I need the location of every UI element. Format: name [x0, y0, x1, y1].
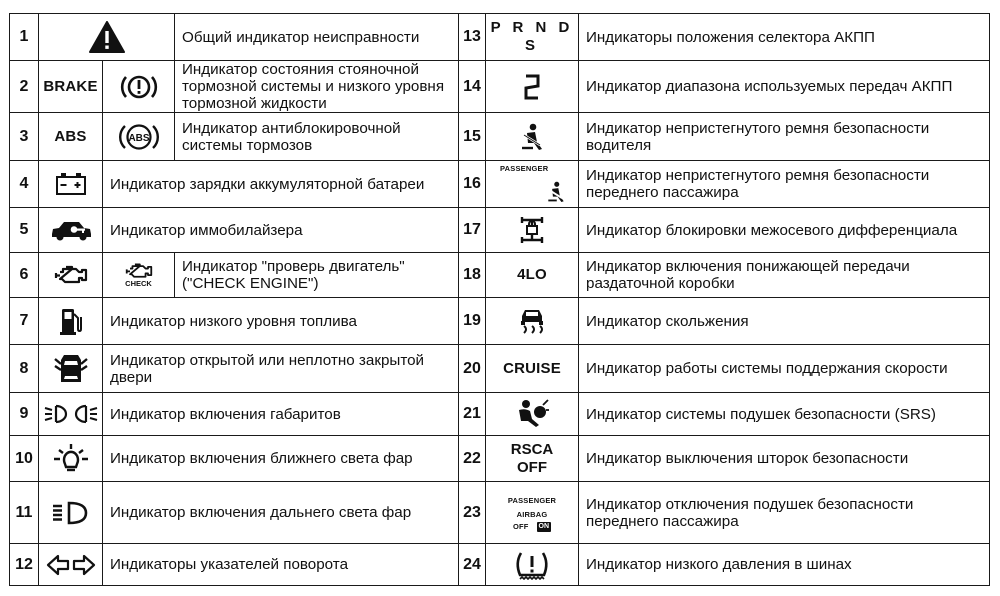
- passenger-airbag-status-icon: PASSENGER AIRBAG OFF ON: [486, 482, 579, 544]
- table-row: [10, 161, 459, 208]
- table-row: [459, 253, 990, 298]
- table-row: [10, 436, 459, 482]
- row-number: 5: [10, 208, 39, 253]
- seatbelt-icon: [486, 113, 579, 161]
- check-engine-icon: [103, 253, 175, 298]
- indicator-description: Индикатор низкого давления в шинах: [579, 544, 990, 586]
- right-indicator-table: [458, 13, 990, 586]
- parking-lights-icon: [39, 393, 103, 436]
- indicator-description: Индикатор низкого уровня топлива: [103, 298, 459, 345]
- row-number: 12: [10, 544, 39, 586]
- table-row: [10, 113, 459, 161]
- table-row: [459, 393, 990, 436]
- abs-label: ABS: [39, 113, 103, 161]
- fuel-pump-icon: [39, 298, 103, 345]
- row-number: 22: [459, 436, 486, 482]
- row-number: 20: [459, 345, 486, 393]
- indicator-description: Индикатор открытой или неплотно закрытой двери: [103, 345, 459, 393]
- table-row: [459, 482, 990, 544]
- indicator-description: Индикатор "проверь двигатель" ("CHECK ENGINE"): [175, 253, 459, 298]
- table-row: [459, 61, 990, 113]
- indicator-description: Индикатор диапазона используемых передач АКПП: [579, 61, 990, 113]
- indicator-description: Индикатор иммобилайзера: [103, 208, 459, 253]
- table-row: [10, 61, 459, 113]
- skid-car-icon: [486, 298, 579, 345]
- indicator-description: Общий индикатор неисправности: [175, 14, 459, 61]
- table-row: [459, 436, 990, 482]
- row-number: 16: [459, 161, 486, 208]
- row-number: 21: [459, 393, 486, 436]
- indicator-description: Индикаторы указателей поворота: [103, 544, 459, 586]
- table-row: [10, 544, 459, 586]
- row-number: 17: [459, 208, 486, 253]
- table-row: [10, 14, 459, 61]
- table-row: [459, 298, 990, 345]
- indicator-description: Индикатор включения ближнего света фар: [103, 436, 459, 482]
- indicator-description: Индикаторы положения селектора АКПП: [579, 14, 990, 61]
- immobilizer-car-key-icon: [39, 208, 103, 253]
- center-diff-lock-icon: [486, 208, 579, 253]
- brake-label: BRAKE: [39, 61, 103, 113]
- indicator-description: Индикатор работы системы поддержания скорости: [579, 345, 990, 393]
- indicator-description: Индикатор включения габаритов: [103, 393, 459, 436]
- table-row: [459, 208, 990, 253]
- indicator-description: Индикатор включения понижающей передачи раздаточной коробки: [579, 253, 990, 298]
- row-number: 6: [10, 253, 39, 298]
- row-number: 18: [459, 253, 486, 298]
- check-label: CHECK: [125, 278, 152, 288]
- table-row: [10, 345, 459, 393]
- brake-warning-icon: [103, 61, 175, 113]
- low-beam-icon: [39, 436, 103, 482]
- turn-signal-arrows-icon: [39, 544, 103, 586]
- abs-circle-icon: [103, 113, 175, 161]
- passenger-label: PASSENGER: [500, 164, 549, 173]
- indicator-description: Индикатор системы подушек безопасности (SRS): [579, 393, 990, 436]
- rsca-off-text: RSCA OFF: [486, 436, 579, 482]
- row-number: 11: [10, 482, 39, 544]
- row-number: 13: [459, 14, 486, 61]
- gear-range-digit-icon: [486, 61, 579, 113]
- table-row: [459, 113, 990, 161]
- svg-text:ABS: ABS: [127, 132, 150, 144]
- indicator-description: Индикатор непристегнутого ремня безопасности водителя: [579, 113, 990, 161]
- passenger-seatbelt-icon: [546, 180, 566, 204]
- table-row: [10, 393, 459, 436]
- indicator-description: Индикатор выключения шторок безопасности: [579, 436, 990, 482]
- row-number: 15: [459, 113, 486, 161]
- tire-pressure-icon: [486, 544, 579, 586]
- table-row: [459, 345, 990, 393]
- indicator-description: Индикатор скольжения: [579, 298, 990, 345]
- indicator-description: Индикатор включения дальнего света фар: [103, 482, 459, 544]
- indicator-description: Индикатор состояния стояночной тормозной системы и низкого уровня тормозной жидкости: [175, 61, 459, 113]
- row-number: 19: [459, 298, 486, 345]
- row-number: 10: [10, 436, 39, 482]
- row-number: 2: [10, 61, 39, 113]
- table-row: [459, 161, 990, 208]
- indicator-description: Индикатор отключения подушек безопасности переднего пассажира: [579, 482, 990, 544]
- table-row: [459, 14, 990, 61]
- table-row: [10, 298, 459, 345]
- indicator-description: Индикатор антиблокировочной системы тормозов: [175, 113, 459, 161]
- cruise-text: CRUISE: [486, 345, 579, 393]
- engine-icon: [39, 253, 103, 298]
- row-number: 9: [10, 393, 39, 436]
- left-indicator-table: [9, 13, 459, 586]
- indicator-description: Индикатор непристегнутого ремня безопасности переднего пассажира: [579, 161, 990, 208]
- row-number: 24: [459, 544, 486, 586]
- door-open-car-icon: [39, 345, 103, 393]
- row-number: 23: [459, 482, 486, 544]
- row-number: 8: [10, 345, 39, 393]
- passenger-seatbelt-cell: [486, 161, 579, 208]
- indicator-description: Индикатор блокировки межосевого дифференциала: [579, 208, 990, 253]
- warning-triangle-icon: [39, 14, 175, 61]
- row-number: 14: [459, 61, 486, 113]
- table-row: [10, 253, 459, 298]
- 4lo-text: 4LO: [486, 253, 579, 298]
- gear-selector-text: P R N D S: [486, 14, 579, 61]
- row-number: 7: [10, 298, 39, 345]
- table-row: [10, 482, 459, 544]
- table-row: [10, 208, 459, 253]
- row-number: 1: [10, 14, 39, 61]
- row-number: 4: [10, 161, 39, 208]
- high-beam-icon: [39, 482, 103, 544]
- battery-icon: [39, 161, 103, 208]
- table-row: [459, 544, 990, 586]
- airbag-icon: [486, 393, 579, 436]
- row-number: 3: [10, 113, 39, 161]
- indicator-description: Индикатор зарядки аккумуляторной батареи: [103, 161, 459, 208]
